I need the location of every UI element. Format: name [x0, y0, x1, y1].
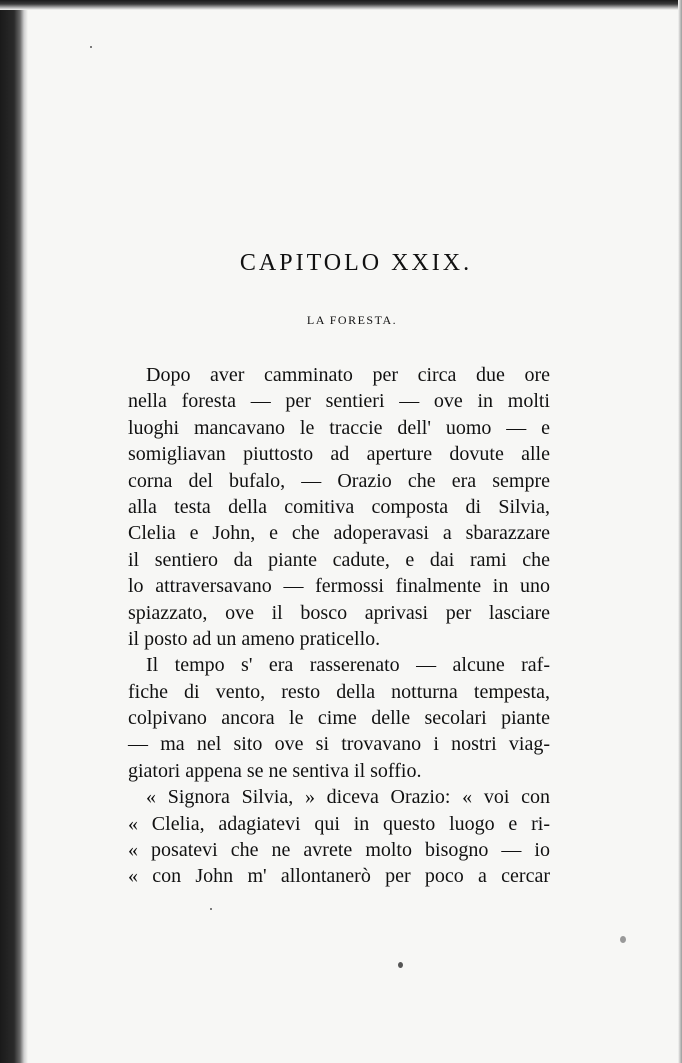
scan-speck — [620, 936, 626, 943]
scan-speck — [90, 46, 92, 48]
text-line: Dopo aver camminato per circa due ore — [146, 364, 550, 386]
text-line: Clelia e John, e che adoperavasi a sbarazzare — [128, 522, 550, 545]
text-line: spiazzato, ove il bosco aprivasi per lasciare — [128, 601, 550, 624]
text-line: Il tempo s' era rasserenato — alcune raf- — [146, 654, 550, 677]
text-line: somigliavan piuttosto ad aperture dovute alle — [128, 443, 550, 466]
chapter-subtitle: LA FORESTA. — [306, 313, 398, 327]
scan-speck — [210, 908, 212, 910]
scan-edge-left — [0, 0, 28, 1063]
text-line: il posto ad un ameno praticello. — [128, 627, 381, 650]
scan-edge-right — [678, 0, 682, 1063]
text-line: fiche di vento, resto della notturna tempesta, — [128, 680, 550, 703]
text-line: « Clelia, adagiatevi qui in questo luogo e ri- — [128, 812, 550, 835]
scan-edge-top — [0, 0, 682, 10]
body-text — [128, 362, 550, 890]
text-line: luoghi mancavano le traccie dell' uomo — e — [128, 416, 550, 439]
text-line: corna del bufalo, — Orazio che era sempre — [128, 469, 550, 492]
text-line: colpivano ancora le cime delle secolari piante — [128, 707, 550, 730]
text-line: « Signora Silvia, » diceva Orazio: « voi con — [146, 786, 550, 809]
text-line: lo attraversavano — fermossi finalmente in uno — [128, 575, 550, 598]
text-line: — ma nel sito ove si trovavano i nostri viag- — [128, 733, 550, 756]
chapter-title: CAPITOLO XXIX. — [239, 250, 473, 276]
text-line: nella foresta — per sentieri — ove in molti — [128, 390, 550, 413]
text-line: il sentiero da piante cadute, e dai rami che — [128, 548, 550, 571]
text-line: « posatevi che ne avrete molto bisogno — io — [128, 839, 550, 862]
text-line: « con John m' allontanerò per poco a cercar — [128, 865, 550, 888]
scan-speck — [398, 962, 403, 968]
text-line: giatori appena se ne sentiva il soffio. — [128, 759, 422, 782]
text-line: alla testa della comitiva composta di Silvia, — [128, 495, 550, 518]
